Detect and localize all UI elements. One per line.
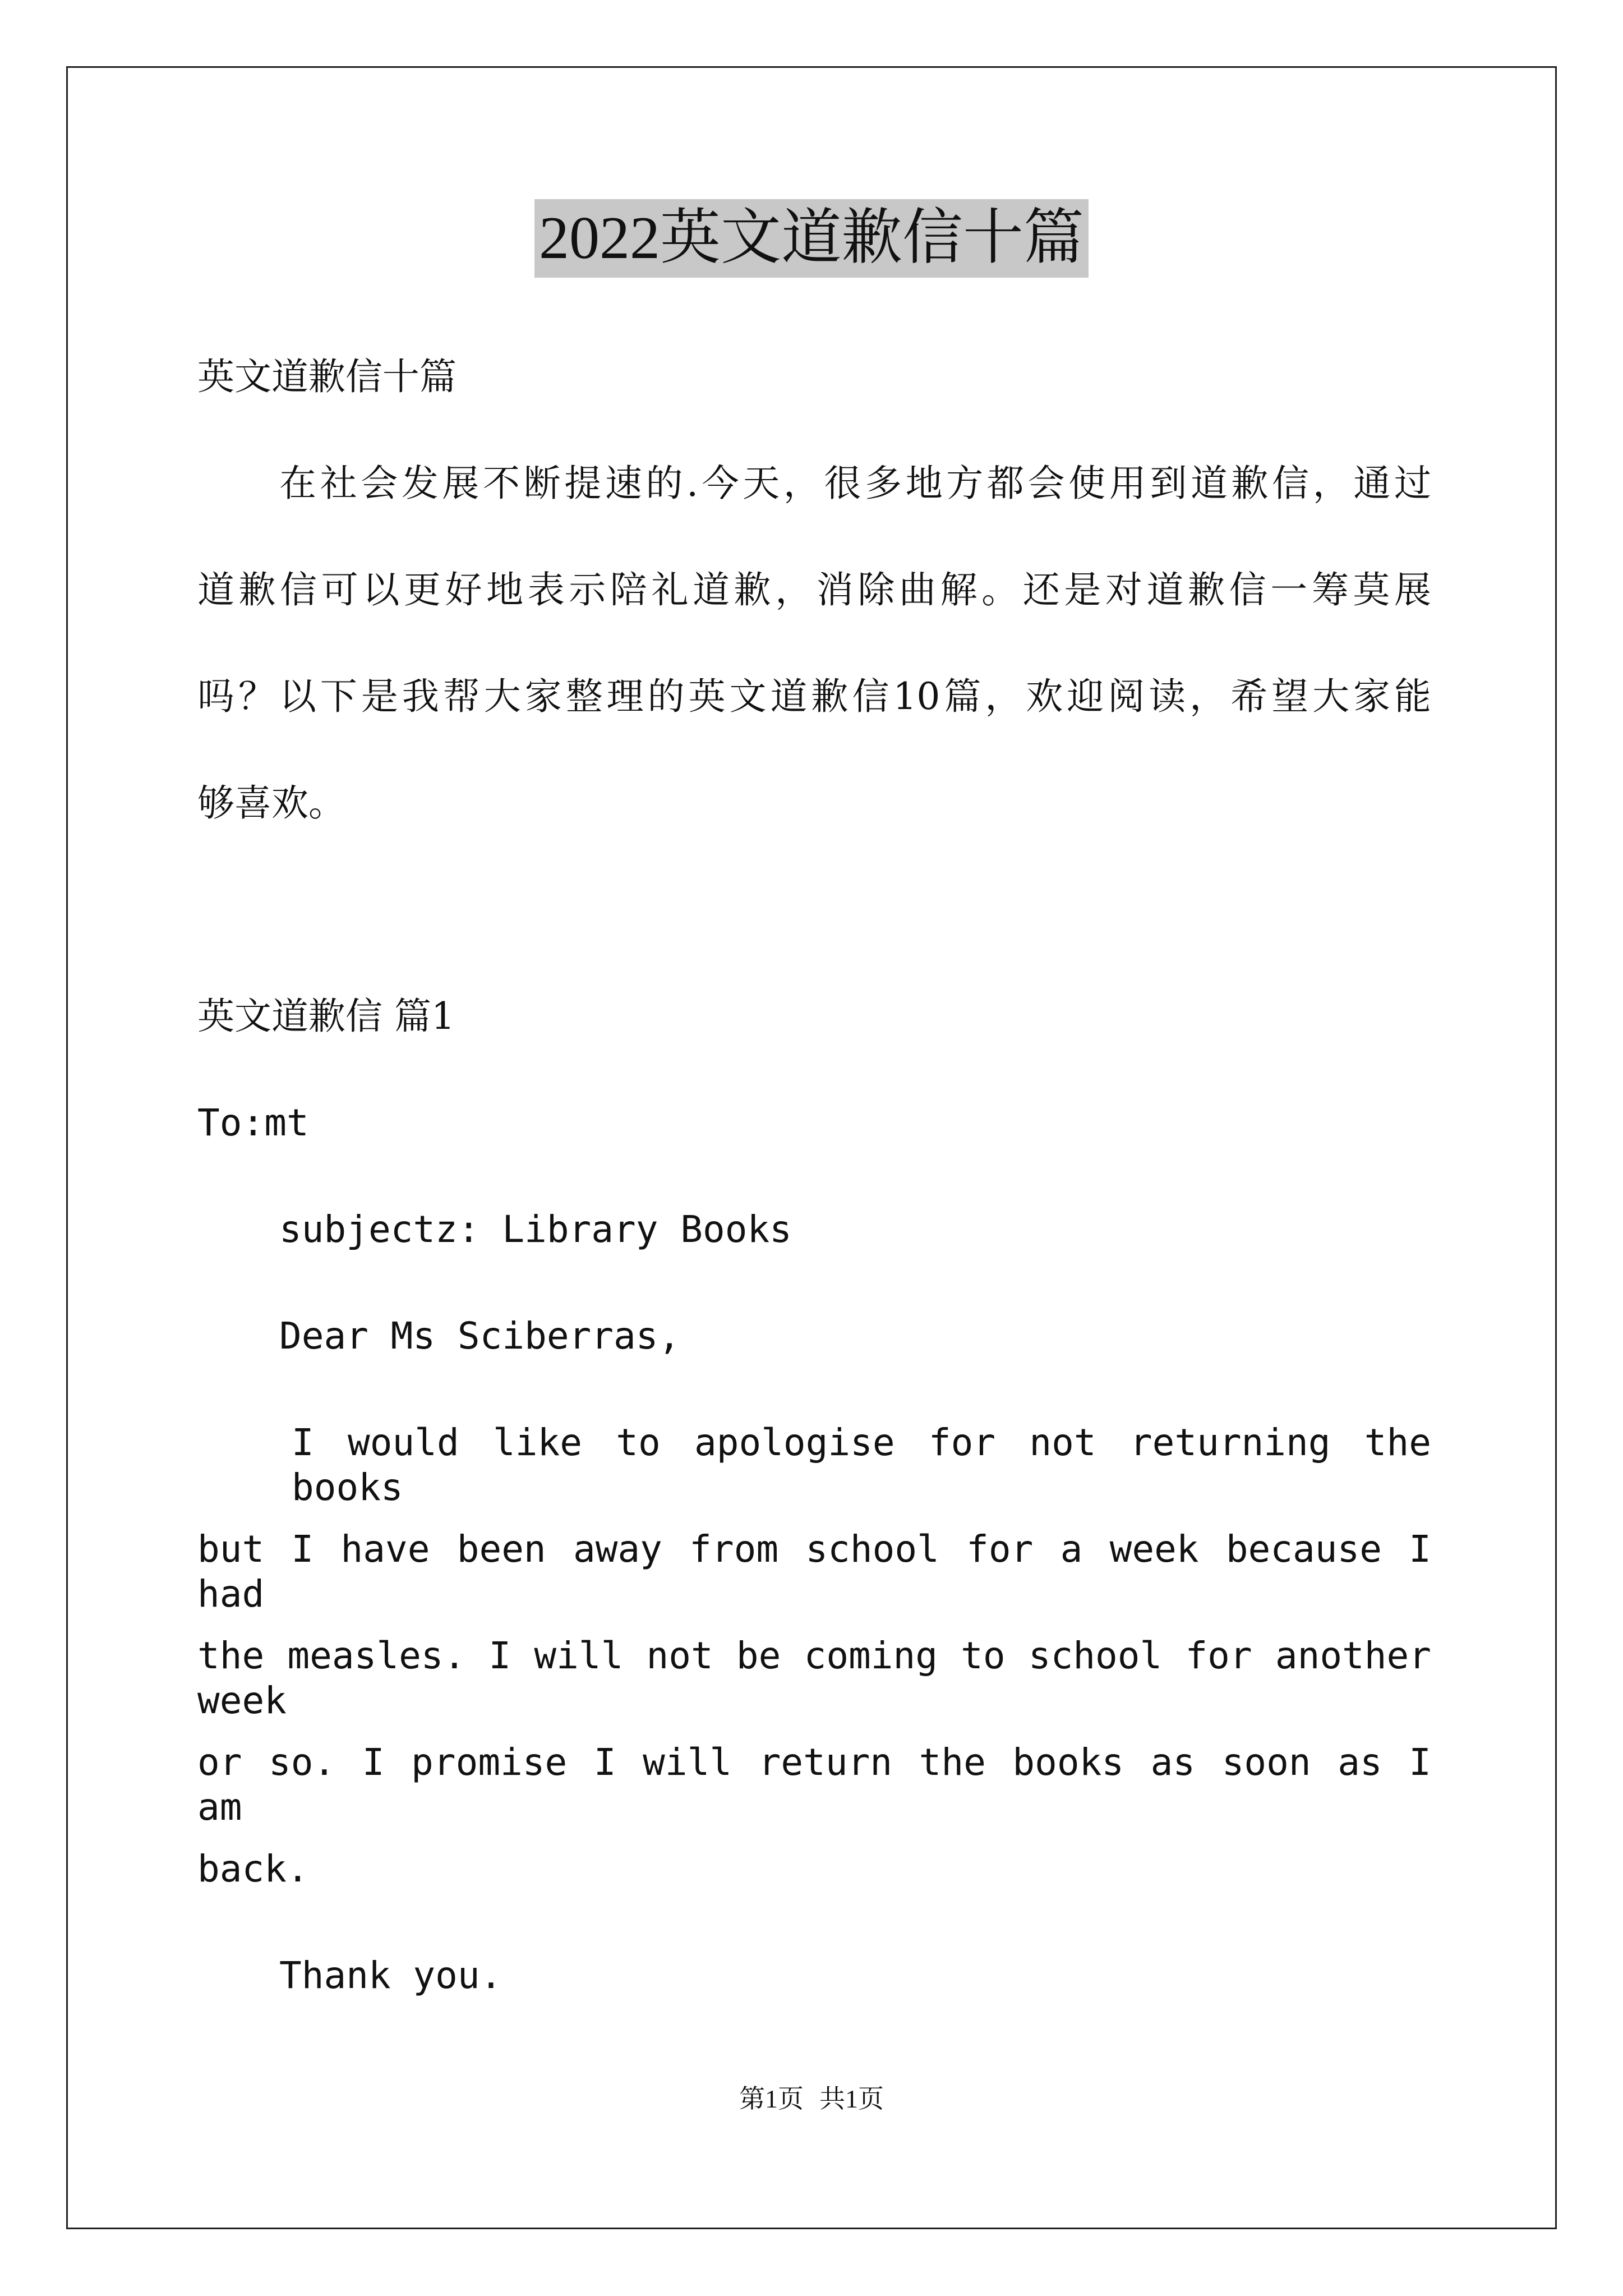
section-heading: 英文道歉信 篇1 [197, 995, 455, 1038]
subject-line: subjectz: Library Books [279, 1208, 792, 1251]
intro-line-1: 在社会发展不断提速的.今天，很多地方都会使用到道歉信，通过 [279, 462, 1431, 505]
closing: Thank you. [279, 1954, 502, 1997]
document-subtitle: 英文道歉信十篇 [197, 355, 457, 398]
body-line-5: back. [197, 1847, 309, 1890]
title-container [0, 199, 1623, 278]
page-footer [0, 2082, 1623, 2116]
intro-line-2: 道歉信可以更好地表示陪礼道歉，消除曲解。还是对道歉信一筹莫展 [197, 568, 1431, 611]
body-line-3: the measles. I will not be coming to school for another week [197, 1634, 1431, 1722]
intro-line-3: 吗？以下是我帮大家整理的英文道歉信10篇，欢迎阅读，希望大家能 [197, 675, 1431, 718]
document-title: 2022英文道歉信十篇 [534, 199, 1089, 278]
page-total: 共1页 [819, 2085, 884, 2113]
salutation: Dear Ms Sciberras, [279, 1314, 681, 1358]
to-line: To:mt [197, 1101, 309, 1144]
body-line-2: but I have been away from school for a week because I had [197, 1527, 1431, 1616]
body-line-1: I would like to apologise for not returning the books [292, 1421, 1431, 1509]
intro-line-4: 够喜欢。 [197, 781, 345, 825]
body-line-4: or so. I promise I will return the books as soon as I am [197, 1741, 1431, 1829]
page-current: 第1页 [739, 2085, 804, 2113]
